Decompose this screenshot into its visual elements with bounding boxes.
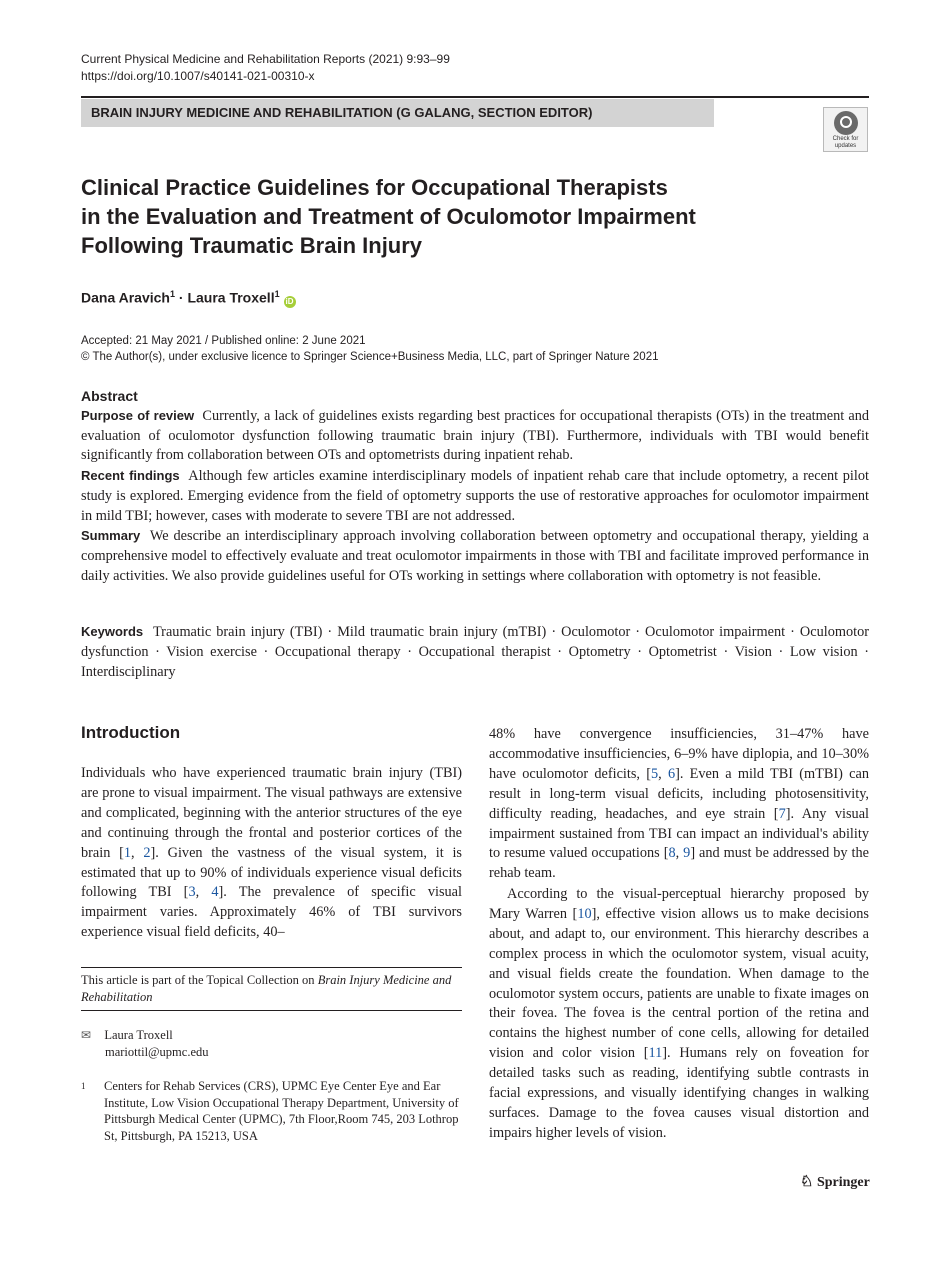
abstract-findings bbox=[81, 466, 869, 526]
abstract-summary bbox=[81, 526, 869, 586]
purpose-label: Purpose of review bbox=[81, 408, 195, 423]
check-for-updates-badge[interactable] bbox=[823, 107, 868, 152]
section-band: BRAIN INJURY MEDICINE AND REHABILITATION (G GALANG, SECTION EDITOR) bbox=[81, 99, 714, 127]
citation-link[interactable]: 9 bbox=[683, 845, 691, 862]
citation-link[interactable]: 10 bbox=[577, 905, 592, 922]
text-run: Individuals who have experienced traumatic brain injury (TBI) are prone to visual impairment. The visual pathways are extensive and complicated, beginning with the anterior structures of the eye and continuing through the frontal and posterior cortices of the brain [ bbox=[81, 765, 462, 861]
intro-paragraph-2 bbox=[489, 725, 869, 884]
publication-dates bbox=[81, 333, 659, 365]
citation-link[interactable]: 8 bbox=[668, 845, 676, 862]
orcid-icon[interactable]: iD bbox=[285, 296, 294, 306]
title-line-3: Following Traumatic Brain Injury bbox=[81, 233, 423, 258]
text-run: , bbox=[658, 765, 668, 782]
doi-link[interactable]: https://doi.org/10.1007/s40141-021-00310-x bbox=[81, 69, 315, 83]
citation-link[interactable]: 11 bbox=[648, 1045, 663, 1062]
abstract-purpose bbox=[81, 406, 869, 466]
article-title bbox=[81, 173, 781, 260]
text-run: This article is part of the Topical Collection on bbox=[81, 973, 318, 987]
citation-link[interactable]: 7 bbox=[778, 805, 786, 822]
journal-citation: Current Physical Medicine and Rehabilitation Reports (2021) 9:93–99 bbox=[81, 52, 450, 66]
text-run: ] and must be addressed by the rehab team. bbox=[489, 845, 869, 882]
keywords-label: Keywords bbox=[81, 624, 144, 639]
topical-collection-name: Brain Injury Medicine and Rehabilitation bbox=[81, 973, 452, 1004]
publisher-logo bbox=[800, 1172, 870, 1191]
citation-link[interactable]: 3 bbox=[188, 884, 196, 901]
footnote-rule bbox=[81, 967, 462, 968]
check-updates-label-1: Check for bbox=[832, 136, 859, 142]
springer-horse-icon: ♘ bbox=[800, 1174, 814, 1190]
affiliation-marker: 1 bbox=[274, 289, 280, 299]
purpose-text: Currently, a lack of guidelines exists regarding best practices for occupational therapists (OTs) in the treatment and evaluation of oculomotor dysfunction following traumatic brain injury (TBI). Furthermore, individuals with TBI would benefit significantly from collaboration between OTs and optometrists during inpatient rehab. bbox=[81, 408, 870, 464]
check-updates-label-2: updates bbox=[834, 143, 857, 149]
title-line-1: Clinical Practice Guidelines for Occupational Therapists bbox=[81, 175, 668, 200]
affiliation-text: Centers for Rehab Services (CRS), UPMC Eye Center Eye and Ear Institute, Low Vision Occupational Therapy Department, University of Pittsburgh Medical Center (UPMC), 7th Floor,Room 745, 203 Lothrop St, Pittsburgh, PA 15213, USA bbox=[104, 1079, 459, 1143]
text-run: According to the visual-perceptual hierarchy proposed by Mary Warren [ bbox=[489, 886, 869, 922]
check-updates-icon bbox=[834, 111, 858, 135]
text-run: ], effective vision allows us to make decisions about, and adapt to, our environment. This hierarchy describes a complex process in which the oculomotor system, visual acuity, and visual fields create the foundation. When damage to the oculomotor system occurs, patients are unable to fixate images on their fovea. The fovea is the central portion of the retina and contains the highest number of cone cells, allowing for detailed vision and color vision [ bbox=[489, 905, 869, 1062]
text-run: ]. The prevalence of specific visual impairment varies. Approximately 46% of TBI survivors experience visual field deficits, 40– bbox=[81, 884, 462, 941]
abstract bbox=[81, 386, 869, 586]
author-name[interactable]: Laura Troxell bbox=[187, 289, 275, 306]
author-list bbox=[81, 284, 296, 308]
text-run: , bbox=[675, 845, 684, 862]
header-rule bbox=[81, 96, 869, 98]
keywords bbox=[81, 622, 869, 682]
text-run: , bbox=[195, 884, 212, 901]
title-line-2: in the Evaluation and Treatment of Oculomotor Impairment bbox=[81, 204, 696, 229]
affiliation-number: 1 bbox=[81, 1081, 86, 1091]
footnote-rule bbox=[81, 1010, 462, 1011]
topical-collection-note bbox=[81, 972, 462, 1005]
author-name[interactable]: Dana Aravich bbox=[81, 289, 170, 306]
citation-link[interactable]: 4 bbox=[211, 884, 219, 901]
citation-link[interactable]: 2 bbox=[143, 844, 151, 861]
publisher-name: Springer bbox=[816, 1175, 870, 1190]
corresponding-author bbox=[81, 1027, 462, 1060]
findings-text: Although few articles examine interdisciplinary models of inpatient rehab care that include optometry, a recent pilot study is explored. Emerging evidence from the field of optometry supports the use of restorative approaches for oculomotor impairment in mild TBI; however, cases with moderate to severe TBI are not addressed. bbox=[81, 468, 869, 524]
citation-link[interactable]: 5 bbox=[651, 765, 659, 782]
author-separator: · bbox=[178, 289, 184, 306]
abstract-heading: Abstract bbox=[81, 388, 138, 404]
text-run: ]. Any visual impairment sustained from TBI can impact an individual's ability to resume valued occupations [ bbox=[489, 805, 870, 862]
introduction-heading: Introduction bbox=[81, 723, 181, 742]
corresponding-email[interactable]: mariottil@upmc.edu bbox=[105, 1044, 209, 1059]
keywords-text: Traumatic brain injury (TBI) · Mild traumatic brain injury (mTBI) · Oculomotor · Oculomotor impairment · Oculomotor dysfunction · Vision exercise · Occupational therapy · Occupational therapist · Optometry · Optometrist · Vision · Low vision · Interdisciplinary bbox=[81, 624, 870, 680]
corresponding-name: Laura Troxell bbox=[104, 1028, 173, 1042]
summary-text: We describe an interdisciplinary approach involving collaboration between optometry and occupational therapy, yielding a comprehensive model to effectively evaluate and treat oculomotor impairments in those with TBI and facilitate improved performance in daily activities. We also provide guidelines useful for OTs working in settings where collaboration with optometry is not feasible. bbox=[81, 528, 870, 584]
text-run: ]. Given the vastness of the visual system, it is estimated that up to 90% of individuals experience visual deficits following TBI [ bbox=[81, 844, 462, 901]
citation-link[interactable]: 6 bbox=[667, 765, 676, 782]
affiliation-marker: 1 bbox=[169, 289, 175, 299]
text-run: , bbox=[131, 844, 144, 861]
accepted-published: Accepted: 21 May 2021 / Published online: 2 June 2021 bbox=[81, 335, 366, 347]
intro-paragraph-1 bbox=[81, 764, 462, 943]
text-run: ]. Humans rely on foveation for detailed tasks such as reading, identifying subtle contrasts in facial expressions, and visually identifying changes in walking surfaces. Damage to the fovea causes visual distortion and impairs higher levels of vision. bbox=[489, 1045, 869, 1141]
envelope-icon: ✉ bbox=[81, 1028, 92, 1042]
summary-label: Summary bbox=[81, 528, 141, 544]
text-run: ]. Even a mild TBI (mTBI) can result in long-term visual deficits, including photosensitivity, difficulty reading, headaches, and eye strain [ bbox=[489, 765, 869, 822]
citation-link[interactable]: 1 bbox=[123, 844, 132, 861]
findings-label: Recent findings bbox=[81, 468, 180, 484]
intro-paragraph-3 bbox=[489, 885, 869, 1144]
copyright-notice: © The Author(s), under exclusive licence to Springer Science+Business Media, LLC, part of Springer Nature 2021 bbox=[81, 351, 659, 363]
text-run: 48% have convergence insufficiencies, 31–47% have accommodative insufficiencies, 6–9% have diplopia, and 10–30% have oculomotor deficits, [ bbox=[489, 726, 869, 782]
